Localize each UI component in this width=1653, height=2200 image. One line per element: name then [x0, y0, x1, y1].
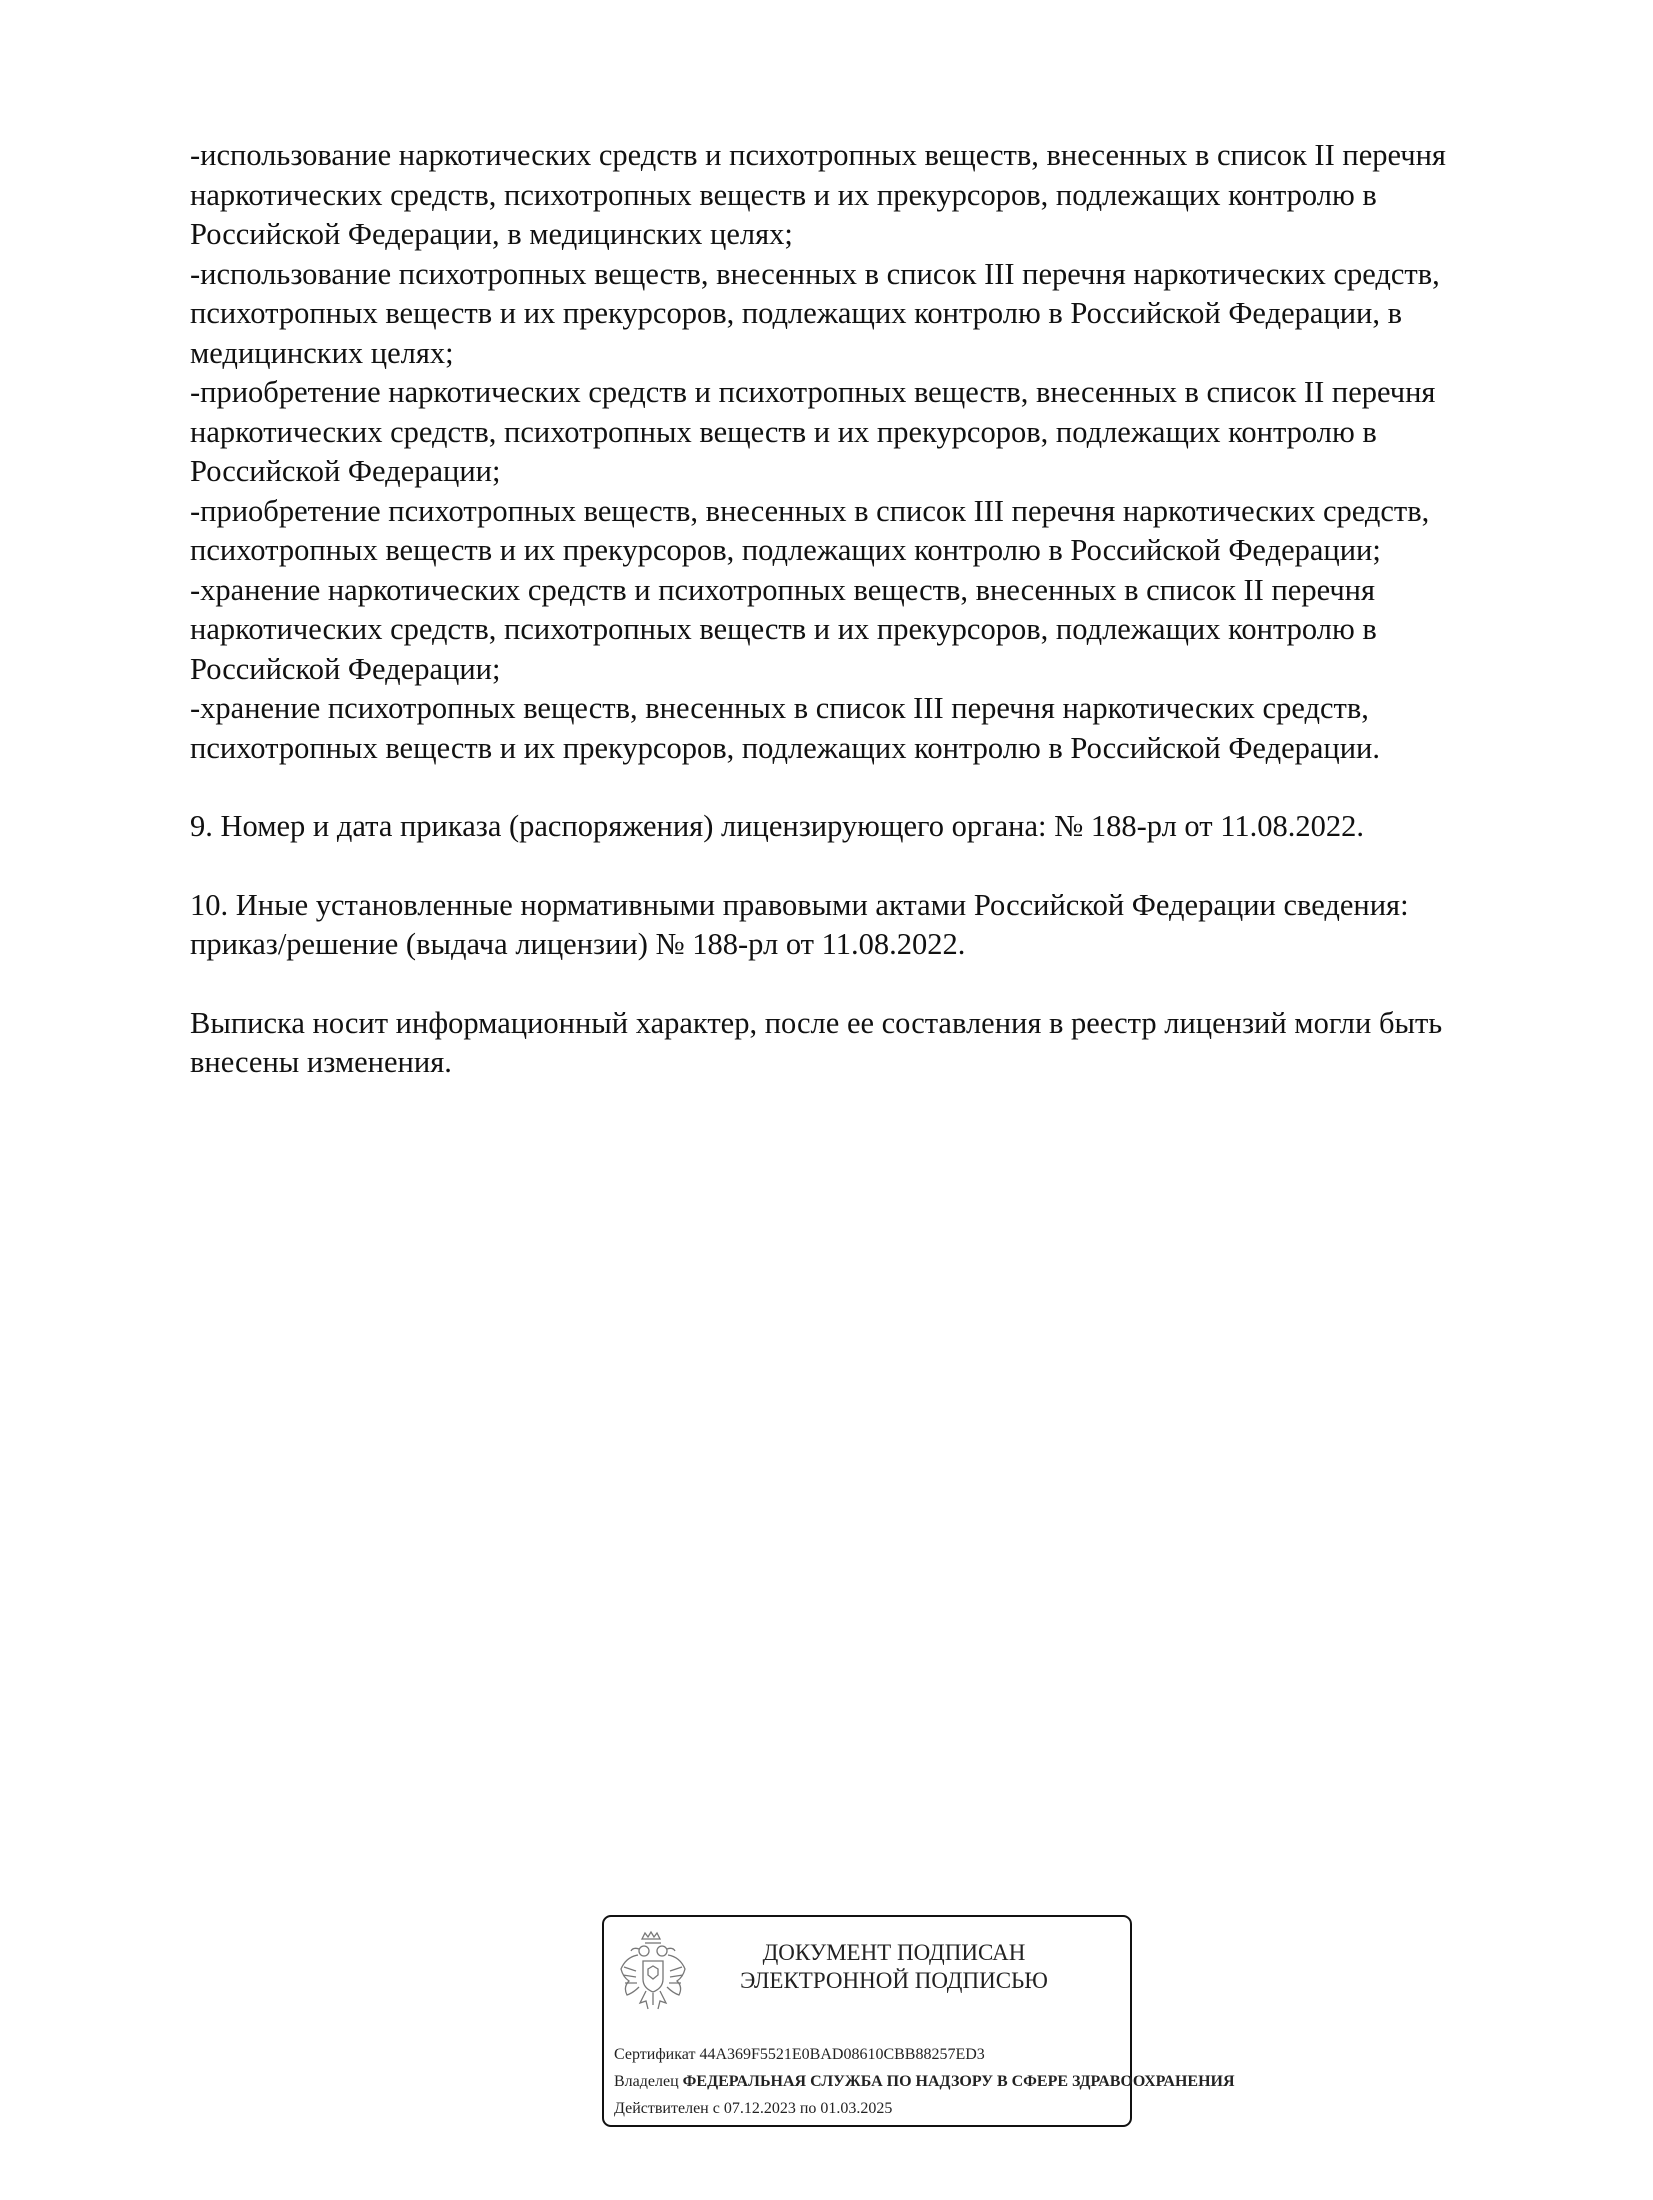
electronic-signature-stamp — [602, 1915, 1235, 2127]
activity-line: Российской Федерации; — [190, 454, 501, 488]
disclaimer-paragraph — [190, 1004, 1550, 1083]
russian-coat-of-arms-icon — [618, 1929, 688, 2013]
certificate-value: 44A369F5521E0BAD08610CBB88257ED3 — [699, 2046, 985, 2063]
disclaimer-line: Выписка носит информационный характер, после ее составления в реестр лицензий могли быть — [190, 1005, 1443, 1040]
other-info-line: 10. Иные установленные нормативными правовыми актами Российской Федерации сведения: — [190, 887, 1409, 922]
disclaimer-line: внесены изменения. — [190, 1045, 452, 1079]
activity-line: наркотических средств, психотропных веществ и их прекурсоров, подлежащих контролю в — [190, 612, 1377, 646]
order-number-paragraph — [190, 807, 1550, 847]
stamp-validity-row: Действителен с 07.12.2023 по 01.03.2025 — [614, 2100, 893, 2117]
stamp-title-line2: ЭЛЕКТРОННОЙ ПОДПИСЬЮ — [740, 1968, 1048, 1993]
activity-line: -хранение психотропных веществ, внесенных в список III перечня наркотических средств, — [190, 691, 1369, 725]
activity-line: Российской Федерации; — [190, 651, 501, 686]
activity-line: -приобретение психотропных веществ, внесенных в список III перечня наркотических средств, — [190, 493, 1430, 528]
stamp-owner-row — [614, 2072, 1235, 2092]
certificate-label: Сертификат — [614, 2046, 696, 2063]
other-info-line: приказ/решение (выдача лицензии) № 188-рл от 11.08.2022. — [190, 927, 966, 961]
activity-line: Российской Федерации, в медицинских целях; — [190, 217, 793, 251]
activity-line: психотропных веществ и их прекурсоров, подлежащих контролю в Российской Федерации. — [190, 730, 1381, 765]
owner-value: ФЕДЕРАЛЬНАЯ СЛУЖБА ПО НАДЗОРУ В СФЕРЕ ЗДРАВООХРАНЕНИЯ — [682, 2073, 1235, 2090]
other-info-paragraph — [190, 886, 1550, 965]
activity-line: психотропных веществ и их прекурсоров, подлежащих контролю в Российской Федерации; — [190, 533, 1381, 567]
order-number-line: 9. Номер и дата приказа (распоряжения) лицензирующего органа: № 188-рл от 11.08.2022. — [190, 809, 1364, 843]
document-body — [190, 136, 1550, 1083]
owner-label: Владелец — [614, 2073, 679, 2090]
stamp-certificate-row — [614, 2045, 985, 2065]
activity-line: медицинских целях; — [190, 335, 454, 370]
activity-line: наркотических средств, психотропных веществ и их прекурсоров, подлежащих контролю в — [190, 177, 1377, 212]
activity-line: психотропных веществ и их прекурсоров, подлежащих контролю в Российской Федерации, в — [190, 296, 1403, 330]
stamp-title-line1: ДОКУМЕНТ ПОДПИСАН — [762, 1940, 1026, 1965]
permitted-activities-list — [190, 136, 1550, 768]
activity-line: -приобретение наркотических средств и психотропных веществ, внесенных в список II перечня — [190, 375, 1436, 409]
activity-line: -использование психотропных веществ, внесенных в список III перечня наркотических средств, — [190, 256, 1440, 291]
activity-line: -использование наркотических средств и психотропных веществ, внесенных в список II перечня — [190, 138, 1446, 172]
activity-line: -хранение наркотических средств и психотропных веществ, внесенных в список II перечня — [190, 572, 1376, 607]
activity-line: наркотических средств, психотропных веществ и их прекурсоров, подлежащих контролю в — [190, 414, 1377, 449]
